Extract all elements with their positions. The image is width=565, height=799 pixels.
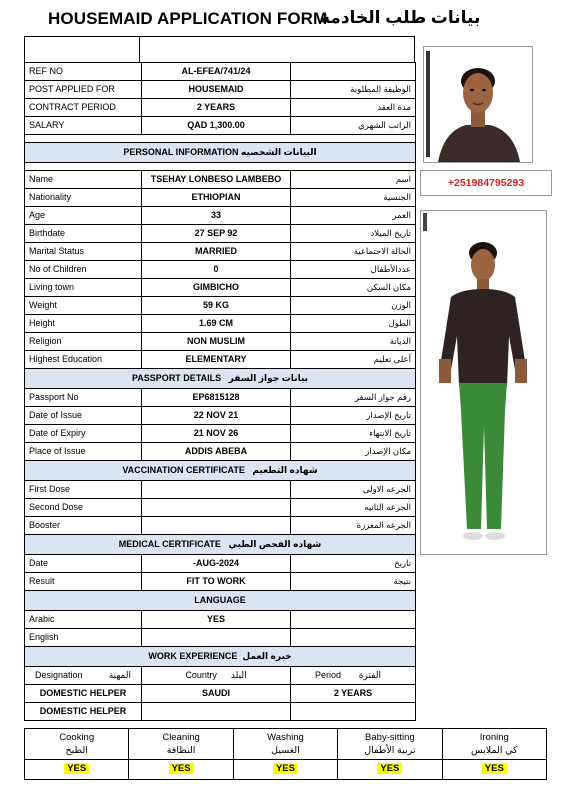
field-label: Second Dose [25, 499, 142, 517]
experience-period: 2 YEARS [291, 685, 416, 703]
experience-period [291, 703, 416, 721]
section-title: PASSPORT DETAILS [131, 373, 222, 383]
field-value: ELEMENTARY [142, 351, 291, 369]
field-value: 0 [142, 261, 291, 279]
period-label: Period [315, 670, 342, 680]
portrait-photo [423, 46, 533, 163]
field-label-arabic: الجرعه الثانيه [291, 499, 416, 517]
section-vaccination-certificate [25, 461, 416, 481]
field-label: Nationality [25, 189, 142, 207]
field-label: SALARY [25, 117, 142, 135]
field-value: QAD 1,300.00 [142, 117, 291, 135]
section-passport-details [25, 369, 416, 389]
experience-designation: DOMESTIC HELPER [25, 685, 142, 703]
field-label-arabic: تاريخ الانتهاء [291, 425, 416, 443]
field-label-arabic: نتيجة [291, 573, 416, 591]
field-label-arabic: الوزن [291, 297, 416, 315]
skill-name-arabic: الغسيل [271, 745, 300, 756]
field-label-arabic: تاريخ الميلاد [291, 225, 416, 243]
field-label: No of Children [25, 261, 142, 279]
field-value: ADDIS ABEBA [142, 443, 291, 461]
field-label: First Dose [25, 481, 142, 499]
field-label: Name [25, 171, 142, 189]
designation-label: Designation [35, 670, 83, 680]
skill-value: YES [377, 763, 402, 774]
skill-name: Ironing [479, 732, 509, 743]
skill-value: YES [64, 763, 89, 774]
period-header [291, 667, 416, 685]
blank-cell [140, 37, 415, 63]
phone-number[interactable]: +251984795293 [420, 170, 552, 196]
skill-name-arabic: الطبخ [65, 745, 88, 756]
experience-designation: DOMESTIC HELPER [25, 703, 142, 721]
blank-cell [25, 37, 140, 63]
field-value: FIT TO WORK [142, 573, 291, 591]
skill-name: Baby-sitting [365, 732, 415, 743]
field-value: AL-EFEA/741/24 [142, 63, 291, 81]
experience-country [142, 703, 291, 721]
experience-country: SAUDI [142, 685, 291, 703]
field-value: YES [142, 611, 291, 629]
skill-value-cell [442, 760, 546, 780]
portrait-illustration [424, 47, 532, 162]
field-value: 59 KG [142, 297, 291, 315]
field-value: 22 NOV 21 [142, 407, 291, 425]
skill-name: Washing [267, 732, 304, 743]
skill-value: YES [273, 763, 298, 774]
section-personal-information [25, 143, 416, 163]
field-label: Religion [25, 333, 142, 351]
section-title: WORK EXPERIENCE [148, 651, 238, 661]
field-label: Highest Education [25, 351, 142, 369]
skill-value-cell [129, 760, 233, 780]
field-label: Date of Expiry [25, 425, 142, 443]
field-label: Date of Issue [25, 407, 142, 425]
field-value [142, 517, 291, 535]
skill-washing [233, 729, 337, 760]
field-label-arabic: عددالأطفال [291, 261, 416, 279]
skill-cleaning [129, 729, 233, 760]
field-value: MARRIED [142, 243, 291, 261]
field-value: GIMBICHO [142, 279, 291, 297]
skill-ironing [442, 729, 546, 760]
field-value [142, 629, 291, 647]
field-label: Date [25, 555, 142, 573]
field-label-arabic: أعلى تعليم [291, 351, 416, 369]
field-value: 27 SEP 92 [142, 225, 291, 243]
field-label-arabic: الراتب الشهري [291, 117, 416, 135]
section-title: VACCINATION CERTIFICATE [122, 465, 245, 475]
section-title: MEDICAL CERTIFICATE [118, 539, 221, 549]
field-label: Place of Issue [25, 443, 142, 461]
field-value: 1.69 CM [142, 315, 291, 333]
field-label: Weight [25, 297, 142, 315]
field-label-arabic [291, 63, 416, 81]
field-value: ETHIOPIAN [142, 189, 291, 207]
field-label-arabic: تاريخ الإصدار [291, 407, 416, 425]
field-label: Age [25, 207, 142, 225]
skill-value-cell [338, 760, 442, 780]
field-label-arabic: الجرعه الاولى [291, 481, 416, 499]
skill-baby-sitting [338, 729, 442, 760]
field-value: -AUG-2024 [142, 555, 291, 573]
field-label-arabic: الجنسية [291, 189, 416, 207]
field-value: 21 NOV 26 [142, 425, 291, 443]
field-label: Passport No [25, 389, 142, 407]
header-blank-box [24, 36, 415, 63]
spacer [25, 135, 416, 143]
field-label: English [25, 629, 142, 647]
field-label-arabic: الحالة الاجتماعية [291, 243, 416, 261]
field-label: Living town [25, 279, 142, 297]
skill-value: YES [482, 763, 507, 774]
field-label-arabic: الوظيفة المطلوبة [291, 81, 416, 99]
skill-value-cell [233, 760, 337, 780]
period-label-arabic: الفترة [358, 670, 381, 680]
skills-table [24, 728, 547, 780]
field-value: EP6815128 [142, 389, 291, 407]
skill-value: YES [169, 763, 194, 774]
field-label-arabic: العمر [291, 207, 416, 225]
skill-value-cell [25, 760, 129, 780]
field-label: Marital Status [25, 243, 142, 261]
section-language [25, 591, 416, 611]
field-label-arabic [291, 629, 416, 647]
field-value [142, 499, 291, 517]
field-value [142, 481, 291, 499]
skill-name: Cleaning [162, 732, 200, 743]
section-title-arabic: البيانات الشخصيه [241, 147, 317, 157]
field-label: Result [25, 573, 142, 591]
field-label: Booster [25, 517, 142, 535]
field-label-arabic: مدة العقد [291, 99, 416, 117]
section-title-arabic: بيانات جواز السفر [228, 373, 309, 383]
form-title-arabic: بيانات طلب الخادمة [320, 8, 481, 27]
skill-name-arabic: النظافة [166, 745, 196, 756]
country-label-arabic: البلد [230, 670, 247, 680]
designation-header [25, 667, 142, 685]
field-label-arabic: الديانة [291, 333, 416, 351]
section-title-arabic: خبره العمل [242, 651, 292, 661]
spacer [25, 163, 416, 171]
section-title-arabic: شهاده الفحص الطبي [228, 539, 322, 549]
field-label-arabic: مكان الإصدار [291, 443, 416, 461]
section-title: LANGUAGE [194, 595, 246, 605]
field-label: REF NO [25, 63, 142, 81]
full-body-illustration [421, 211, 546, 554]
field-label-arabic: تاريخ [291, 555, 416, 573]
field-label-arabic: الطول [291, 315, 416, 333]
field-label: Birthdate [25, 225, 142, 243]
field-label-arabic: اسم [291, 171, 416, 189]
field-label-arabic [291, 611, 416, 629]
country-label: Country [185, 670, 217, 680]
field-value: HOUSEMAID [142, 81, 291, 99]
field-label-arabic: مكان السكن [291, 279, 416, 297]
designation-label-arabic: المهنة [108, 670, 131, 680]
section-medical-certificate [25, 535, 416, 555]
field-label: CONTRACT PERIOD [25, 99, 142, 117]
field-label: Height [25, 315, 142, 333]
skill-name-arabic: تربية الأطفال [364, 745, 416, 756]
field-value: 33 [142, 207, 291, 225]
field-value: TSEHAY LONBESO LAMBEBO [142, 171, 291, 189]
skill-cooking [25, 729, 129, 760]
form-title: HOUSEMAID APPLICATION FORM [48, 9, 328, 28]
skill-name-arabic: كي الملابس [471, 745, 518, 756]
full-body-photo [420, 210, 547, 555]
application-table [24, 62, 416, 721]
field-label-arabic: رقم جواز السفر [291, 389, 416, 407]
section-title: PERSONAL INFORMATION [123, 147, 239, 157]
field-value: 2 YEARS [142, 99, 291, 117]
field-label: POST APPLIED FOR [25, 81, 142, 99]
country-header [142, 667, 291, 685]
section-title-arabic: شهاده التطعيم [252, 465, 318, 475]
field-label-arabic: الجرعه المعززة [291, 517, 416, 535]
section-work-experience [25, 647, 416, 667]
field-label: Arabic [25, 611, 142, 629]
skill-name: Cooking [59, 732, 95, 743]
field-value: NON MUSLIM [142, 333, 291, 351]
